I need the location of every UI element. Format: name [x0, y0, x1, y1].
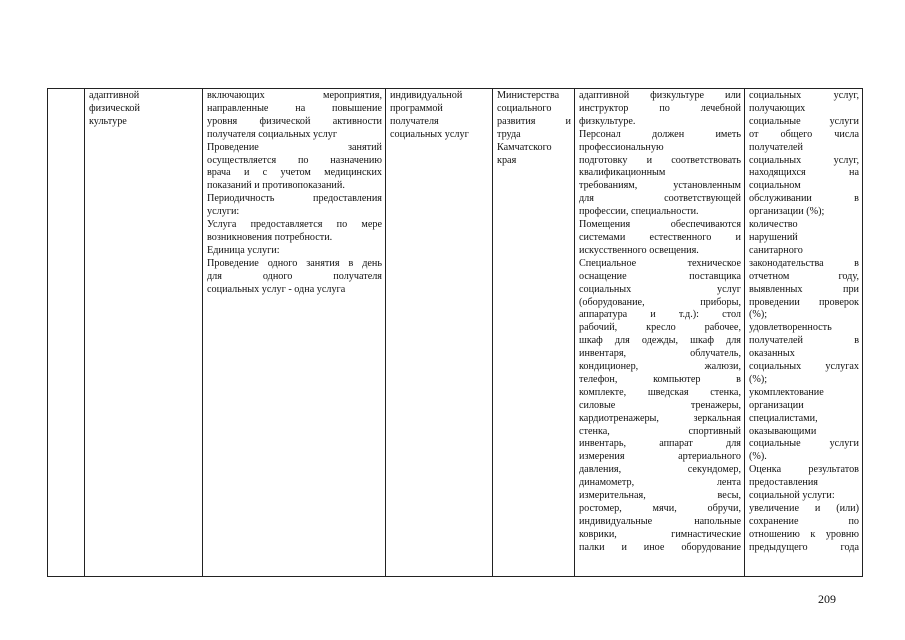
cell-line: организации: [749, 399, 804, 411]
cell-line: комплекте, шведская стенка,: [579, 386, 741, 398]
cell-line: развития и: [497, 115, 571, 127]
cell-line: отчетном году,: [749, 270, 859, 282]
cell-line: профессии, специальности.: [579, 206, 699, 218]
cell-quality-indicators: [745, 89, 863, 577]
cell-line: инвентаря, облучатель,: [579, 348, 741, 360]
cell-line: удовлетворенность: [749, 322, 832, 334]
cell-line: подготовку и соответствовать: [579, 154, 741, 166]
cell-line: социальных услуг: [390, 128, 469, 140]
cell-line: шкаф для одежды, шкаф для: [579, 335, 741, 347]
cell-line: динамометр, лента: [579, 477, 741, 489]
cell-line: получателей: [749, 141, 804, 153]
cell-line: социальных услуг: [579, 283, 741, 295]
cell-line: телефон, компьютер в: [579, 373, 741, 385]
cell-line: нарушений: [749, 231, 798, 243]
cell-line: находящихся на: [749, 167, 859, 179]
cell-line: получающих: [749, 102, 806, 114]
cell-line: предоставления: [749, 477, 818, 489]
cell-line: кардиотренажеры, зеркальная: [579, 412, 741, 424]
cell-line: социальные услуги: [749, 115, 859, 127]
cell-line: искусственного освещения.: [579, 244, 699, 256]
cell-line: врача и с учетом медицинских: [207, 167, 382, 179]
cell-line: (%).: [749, 451, 767, 463]
cell-line: оказывающими: [749, 425, 817, 437]
cell-line: индивидуальные напольные: [579, 515, 741, 527]
cell-line: социальных услугах: [749, 361, 859, 373]
cell-line: труда: [497, 128, 521, 140]
cell-line: оснащение поставщика: [579, 270, 741, 282]
cell-line: коврики, гимнастические: [579, 528, 741, 540]
cell-line: (%);: [749, 373, 768, 385]
cell-line: Камчатского: [497, 141, 552, 153]
cell-service-basis: [386, 89, 493, 577]
cell-line: (%);: [749, 309, 768, 321]
cell-line: Услуга предоставляется по мере: [207, 219, 382, 231]
cell-regulation: [493, 89, 575, 577]
cell-line: ростомер, мячи, обручи,: [579, 503, 741, 514]
cell-line: направленные на повышение: [207, 102, 382, 114]
cell-line: рабочий, кресло рабочее,: [579, 322, 741, 334]
cell-service-description: [203, 89, 386, 577]
cell-line: кондиционер, жалюзи,: [579, 361, 741, 373]
cell-line: профессиональную: [579, 141, 664, 153]
cell-line: Проведение занятий: [207, 141, 382, 153]
cell-line: социальных услуг,: [749, 154, 859, 166]
cell-line: стенка, спортивный: [579, 425, 741, 437]
cell-line: осуществляется по назначению: [207, 154, 382, 166]
cell-line: Оценка результатов: [749, 464, 859, 476]
cell-number: [48, 89, 85, 577]
cell-line: социальных услуг - одна услуга: [207, 283, 346, 295]
cell-line: законодательства в: [749, 257, 859, 269]
cell-line: требованиям, установленным: [579, 180, 741, 192]
cell-line: культуре: [89, 115, 127, 127]
cell-line: Периодичность предоставления: [207, 193, 382, 205]
table-row: [48, 89, 863, 577]
cell-line: социальных услуг,: [749, 90, 859, 101]
cell-line: предыдущего года: [749, 541, 859, 553]
cell-line: Персонал должен иметь: [579, 128, 741, 140]
cell-line: адаптивной: [89, 90, 140, 101]
cell-line: программой: [390, 102, 443, 114]
cell-line: Единица услуги:: [207, 244, 280, 256]
cell-line: специалистами,: [749, 412, 818, 424]
cell-line: силовые тренажеры,: [579, 399, 741, 411]
cell-line: выявленных при: [749, 283, 859, 295]
cell-line: услуги:: [207, 206, 240, 218]
cell-line: отношению к уровню: [749, 528, 859, 540]
cell-line: социальной услуги:: [749, 490, 835, 502]
cell-line: санитарного: [749, 244, 803, 256]
cell-line: адаптивной физкультуре или: [579, 90, 741, 101]
cell-line: возникновения потребности.: [207, 231, 333, 243]
cell-line: включающих мероприятия,: [207, 90, 382, 101]
cell-conditions: [575, 89, 745, 577]
cell-line: сохранение по: [749, 515, 859, 527]
cell-line: Помещения обеспечиваются: [579, 219, 741, 231]
cell-line: получателя социальных услуг: [207, 128, 338, 140]
cell-line: уровня физической активности: [207, 115, 382, 127]
cell-line: инвентарь, аппарат для: [579, 438, 741, 450]
cell-line: для одного получателя: [207, 270, 382, 282]
cell-line: укомплектование: [749, 386, 824, 398]
cell-line: (оборудование, приборы,: [579, 296, 741, 308]
cell-line: квалификационным: [579, 167, 666, 179]
cell-line: обслуживании в: [749, 193, 859, 205]
cell-line: индивидуальной: [390, 90, 463, 101]
cell-line: инструктор по лечебной: [579, 102, 741, 114]
services-table: [47, 88, 863, 577]
cell-line: края: [497, 154, 517, 166]
cell-line: социального: [497, 102, 552, 114]
cell-line: палки и иное оборудование: [579, 541, 741, 553]
cell-line: системами естественного и: [579, 231, 741, 243]
cell-line: физической: [89, 102, 140, 114]
cell-line: проведении проверок: [749, 296, 859, 308]
page-number: 209: [818, 592, 836, 606]
cell-line: увеличение и (или): [749, 503, 859, 514]
cell-line: социальном: [749, 180, 801, 192]
cell-line: давления, секундомер,: [579, 464, 741, 476]
cell-line: физкультуре.: [579, 115, 636, 127]
cell-line: социальные услуги: [749, 438, 859, 450]
cell-line: измерения артериального: [579, 451, 741, 463]
cell-line: количество: [749, 219, 798, 231]
cell-line: показаний и противопоказаний.: [207, 180, 345, 192]
cell-line: для соответствующей: [579, 193, 741, 205]
cell-line: аппаратура и т.д.): стол: [579, 309, 741, 321]
cell-line: оказанных: [749, 348, 795, 360]
cell-line: от общего числа: [749, 128, 859, 140]
cell-line: Проведение одного занятия в день: [207, 257, 382, 269]
cell-line: получателя: [390, 115, 439, 127]
cell-service-name: [85, 89, 203, 577]
cell-line: Министерства: [497, 90, 560, 101]
cell-line: организации (%);: [749, 206, 825, 218]
cell-line: измерительная, весы,: [579, 490, 741, 502]
cell-line: получателей в: [749, 335, 859, 347]
cell-line: Специальное техническое: [579, 257, 741, 269]
